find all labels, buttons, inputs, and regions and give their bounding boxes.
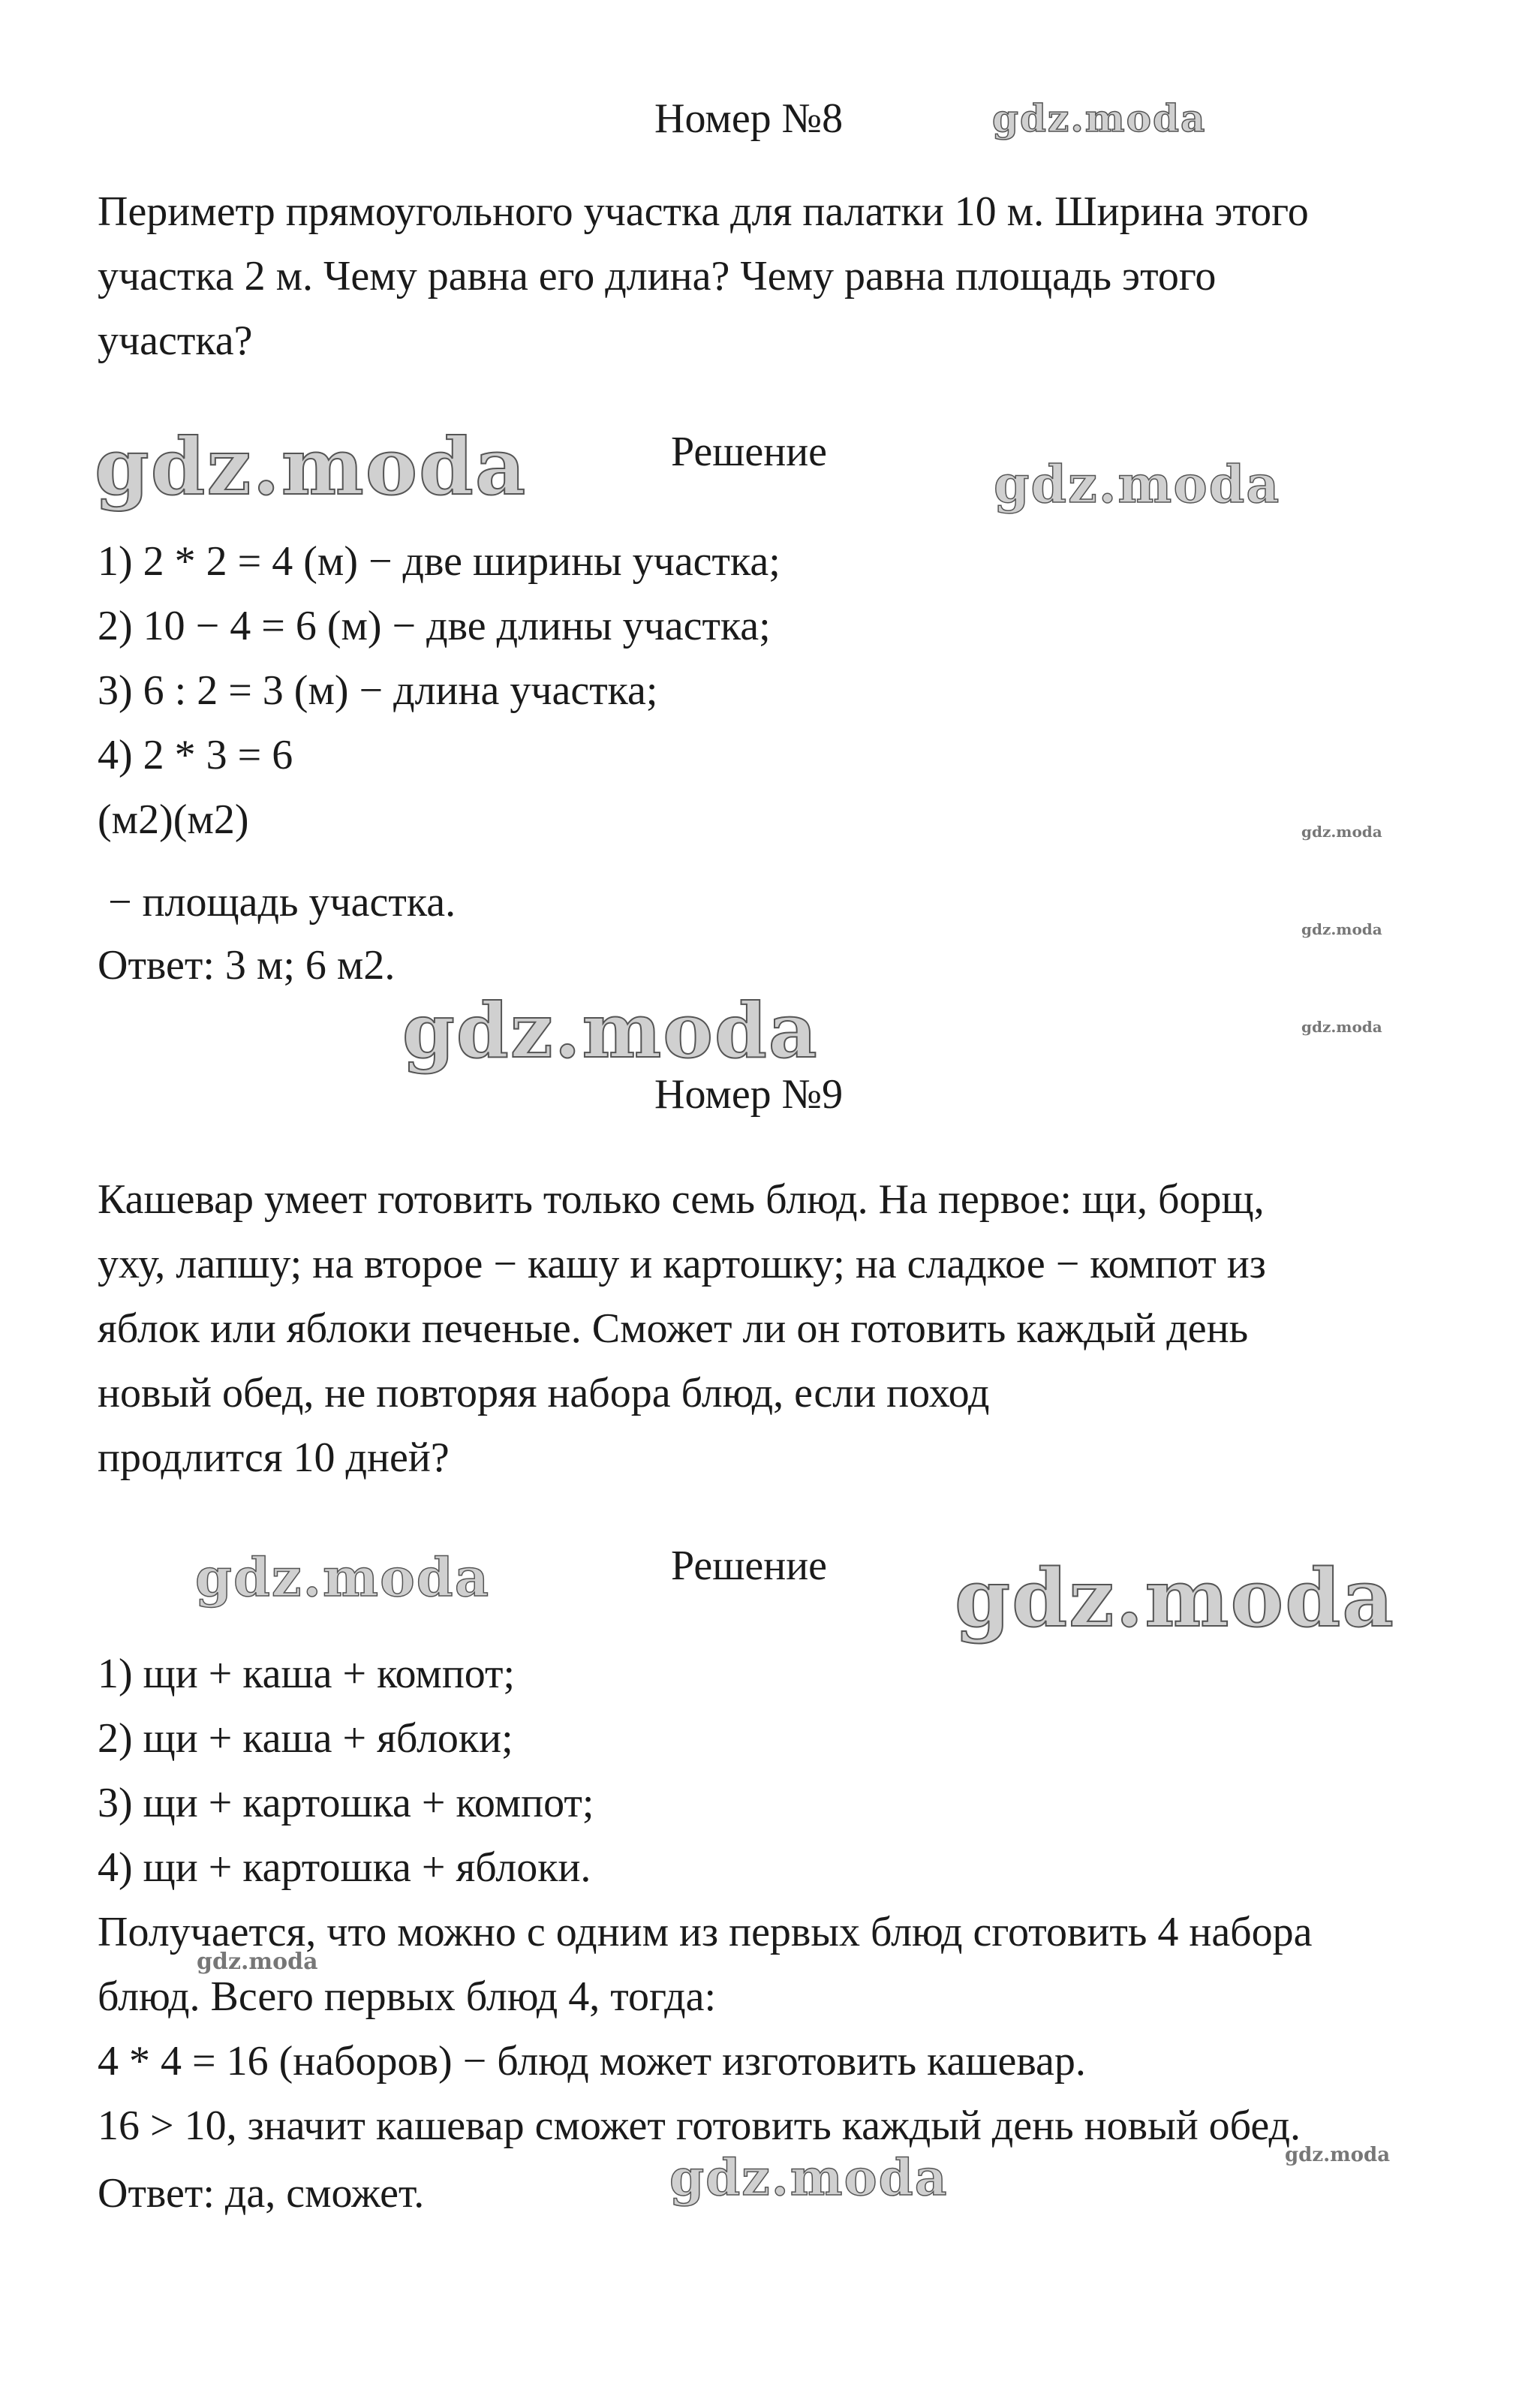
watermark-logo: gdz.moda bbox=[1285, 2144, 1391, 2166]
watermark-logo: gdz.moda bbox=[994, 455, 1281, 515]
task9-conclusion-line: блюд. Всего первых блюд 4, тогда: bbox=[98, 1973, 717, 2020]
task9-problem-line: Кашевар умеет готовить только семь блюд. На первое: щи, борщ, bbox=[98, 1176, 1265, 1223]
task8-step: 4) 2 * 3 = 6 bbox=[98, 732, 293, 778]
task8-step: 2) 10 − 4 = 6 (м) − две длины участка; bbox=[98, 603, 771, 649]
task8-problem-line: участка? bbox=[98, 318, 253, 364]
task9-solution-title: Решение bbox=[671, 1543, 828, 1589]
task9-step: 2) щи + каша + яблоки; bbox=[98, 1715, 513, 1762]
task9-conclusion-line: Получается, что можно с одним из первых блюд сготовить 4 набора bbox=[98, 1909, 1313, 1955]
task9-step: 3) щи + картошка + компот; bbox=[98, 1780, 594, 1826]
watermark-logo: gdz.moda bbox=[669, 2148, 949, 2207]
task8-step: 1) 2 * 2 = 4 (м) − две ширины участка; bbox=[98, 538, 781, 585]
task9-conclusion-line: 4 * 4 = 16 (наборов) − блюд может изготовить кашевар. bbox=[98, 2038, 1086, 2085]
task8-step: 3) 6 : 2 = 3 (м) − длина участка; bbox=[98, 667, 658, 714]
watermark-logo: gdz.moda bbox=[402, 986, 819, 1075]
watermark-logo: gdz.moda bbox=[1301, 1018, 1382, 1036]
task9-conclusion-line: 16 > 10, значит кашевар сможет готовить каждый день новый обед. bbox=[98, 2103, 1301, 2149]
task9-problem-line: новый обед, не повторяя набора блюд, если поход bbox=[98, 1370, 990, 1416]
task8-step: (м2)(м2) bbox=[98, 796, 249, 843]
watermark-logo: gdz.moda bbox=[992, 96, 1207, 140]
task9-problem-line: уху, лапшу; на второе − кашу и картошку; на сладкое − компот из bbox=[98, 1241, 1266, 1287]
task8-answer: Ответ: 3 м; 6 м2. bbox=[98, 942, 396, 989]
task8-solution-title: Решение bbox=[671, 429, 828, 475]
watermark-logo: gdz.moda bbox=[1301, 823, 1382, 841]
task8-step: − площадь участка. bbox=[98, 879, 456, 926]
task8-problem-line: Периметр прямоугольного участка для палатки 10 м. Ширина этого bbox=[98, 188, 1309, 235]
task9-step: 4) щи + картошка + яблоки. bbox=[98, 1844, 591, 1891]
task9-answer: Ответ: да, сможет. bbox=[98, 2170, 425, 2217]
task9-problem-line: продлится 10 дней? bbox=[98, 1434, 450, 1481]
watermark-logo: gdz.moda bbox=[195, 1546, 491, 1609]
task8-title: Номер №8 bbox=[654, 95, 844, 142]
watermark-logo: gdz.moda bbox=[955, 1551, 1395, 1645]
watermark-logo: gdz.moda bbox=[1301, 920, 1382, 938]
task9-problem-line: яблок или яблоки печеные. Сможет ли он готовить каждый день bbox=[98, 1305, 1249, 1352]
task9-step: 1) щи + каша + компот; bbox=[98, 1651, 516, 1697]
watermark-logo: gdz.moda bbox=[95, 420, 528, 513]
watermark-logo: gdz.moda bbox=[197, 1949, 318, 1975]
task8-problem-line: участка 2 м. Чему равна его длина? Чему равна площадь этого bbox=[98, 253, 1217, 300]
task9-title: Номер №9 bbox=[654, 1071, 844, 1118]
